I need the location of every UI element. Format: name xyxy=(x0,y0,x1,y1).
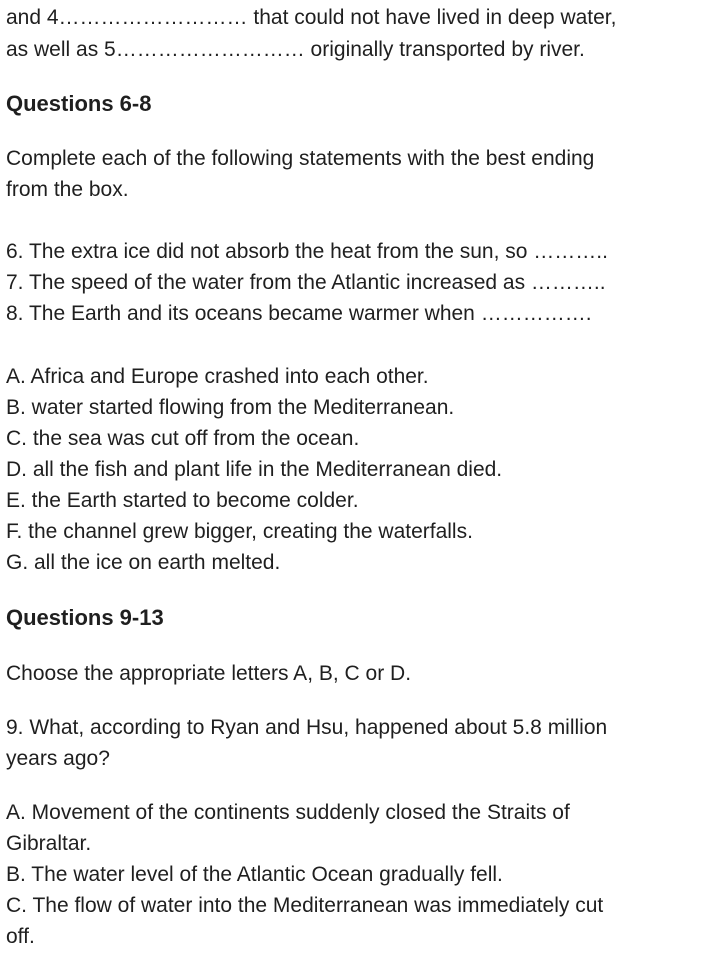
section-heading-9-13: Questions 9-13 xyxy=(6,605,164,630)
section-heading-6-8: Questions 6-8 xyxy=(6,91,152,116)
question-9-line: years ago? xyxy=(6,747,110,770)
statement-7: 7. The speed of the water from the Atlantic increased as ……….. xyxy=(6,271,606,294)
instruction-line: from the box. xyxy=(6,178,129,201)
statement-6: 6. The extra ice did not absorb the heat from the sun, so ……….. xyxy=(6,240,608,263)
option-line: A. Movement of the continents suddenly closed the Straits of xyxy=(6,801,570,824)
question-9-line: 9. What, according to Ryan and Hsu, happened about 5.8 million xyxy=(6,716,608,739)
gap-fill-line-5: as well as 5……………………… originally transported by river. xyxy=(6,38,585,61)
option-line: C. The flow of water into the Mediterranean was immediately cut xyxy=(6,894,604,917)
ending-a: A. Africa and Europe crashed into each other. xyxy=(6,365,429,388)
instruction-line: Complete each of the following statements with the best ending xyxy=(6,147,595,170)
option-line: off. xyxy=(6,925,35,948)
statement-8: 8. The Earth and its oceans became warmer when ……………. xyxy=(6,302,592,325)
gap-fill-line-4: and 4……………………… that could not have lived in deep water, xyxy=(6,6,617,29)
instruction-line: Choose the appropriate letters A, B, C or D. xyxy=(6,662,412,685)
option-line: Gibraltar. xyxy=(6,832,92,855)
ending-e: E. the Earth started to become colder. xyxy=(6,489,359,512)
ending-f: F. the channel grew bigger, creating the waterfalls. xyxy=(6,520,473,543)
ending-b: B. water started flowing from the Mediterranean. xyxy=(6,396,455,419)
ending-d: D. all the fish and plant life in the Mediterranean died. xyxy=(6,458,503,481)
option-line: B. The water level of the Atlantic Ocean gradually fell. xyxy=(6,863,503,886)
ending-g: G. all the ice on earth melted. xyxy=(6,551,281,574)
ending-c: C. the sea was cut off from the ocean. xyxy=(6,427,360,450)
